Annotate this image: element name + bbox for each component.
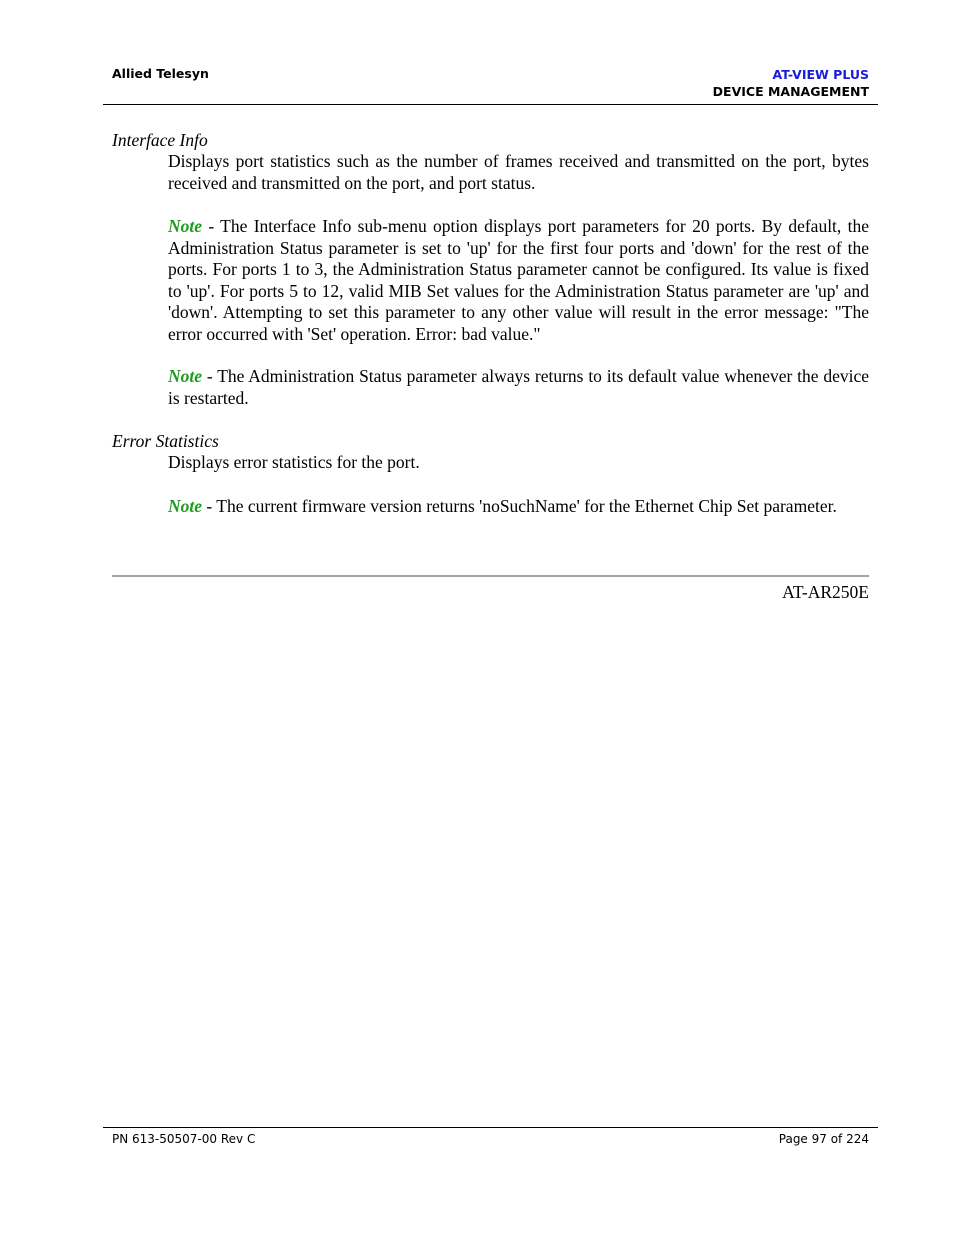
error-statistics-description: Displays error statistics for the port. (168, 452, 420, 472)
interface-info-note-1 (168, 216, 869, 345)
section-divider (112, 575, 869, 577)
model-name: AT-AR250E (782, 582, 869, 602)
product-name: AT-VIEW PLUS (772, 67, 869, 82)
note-text: - The Interface Info sub-menu option displays port parameters for 20 ports. By default, the Administration Status parameter is set to 'up' for the first four ports and 'down' for the rest of the ports. For ports 1 to 3, the Administration Status parameter cannot be configured. Its value is fixed to 'up'. For ports 5 to 12, valid MIB Set values for the Administration Status parameter are 'up' and 'down'. Attempting to set this parameter to any other value will result in the error message: "The error occurred with 'Set' operation. Error: bad value." (168, 216, 869, 344)
note-text: - The current firmware version returns 'noSuchName' for the Ethernet Chip Set parameter. (202, 496, 837, 516)
running-header (713, 66, 869, 100)
error-statistics-note (168, 496, 869, 518)
note-label: Note (168, 366, 203, 386)
interface-info-title: Interface Info (112, 130, 208, 150)
header-divider (103, 104, 878, 105)
interface-info-note-2 (168, 366, 869, 409)
footer-divider (103, 1127, 878, 1128)
error-statistics-title: Error Statistics (112, 431, 219, 451)
page-number: Page 97 of 224 (778, 1132, 869, 1146)
section-name: DEVICE MANAGEMENT (712, 84, 869, 99)
note-label: Note (168, 216, 203, 236)
note-text: - The Administration Status parameter always returns to its default value whenever the device is restarted. (168, 366, 869, 408)
note-label: Note (168, 496, 203, 516)
company-name: Allied Telesyn (112, 66, 209, 81)
interface-info-description: Displays port statistics such as the number of frames received and transmitted on the port, bytes received and transmitted on the port, and port status. (168, 151, 869, 193)
part-number: PN 613-50507-00 Rev C (112, 1132, 256, 1146)
